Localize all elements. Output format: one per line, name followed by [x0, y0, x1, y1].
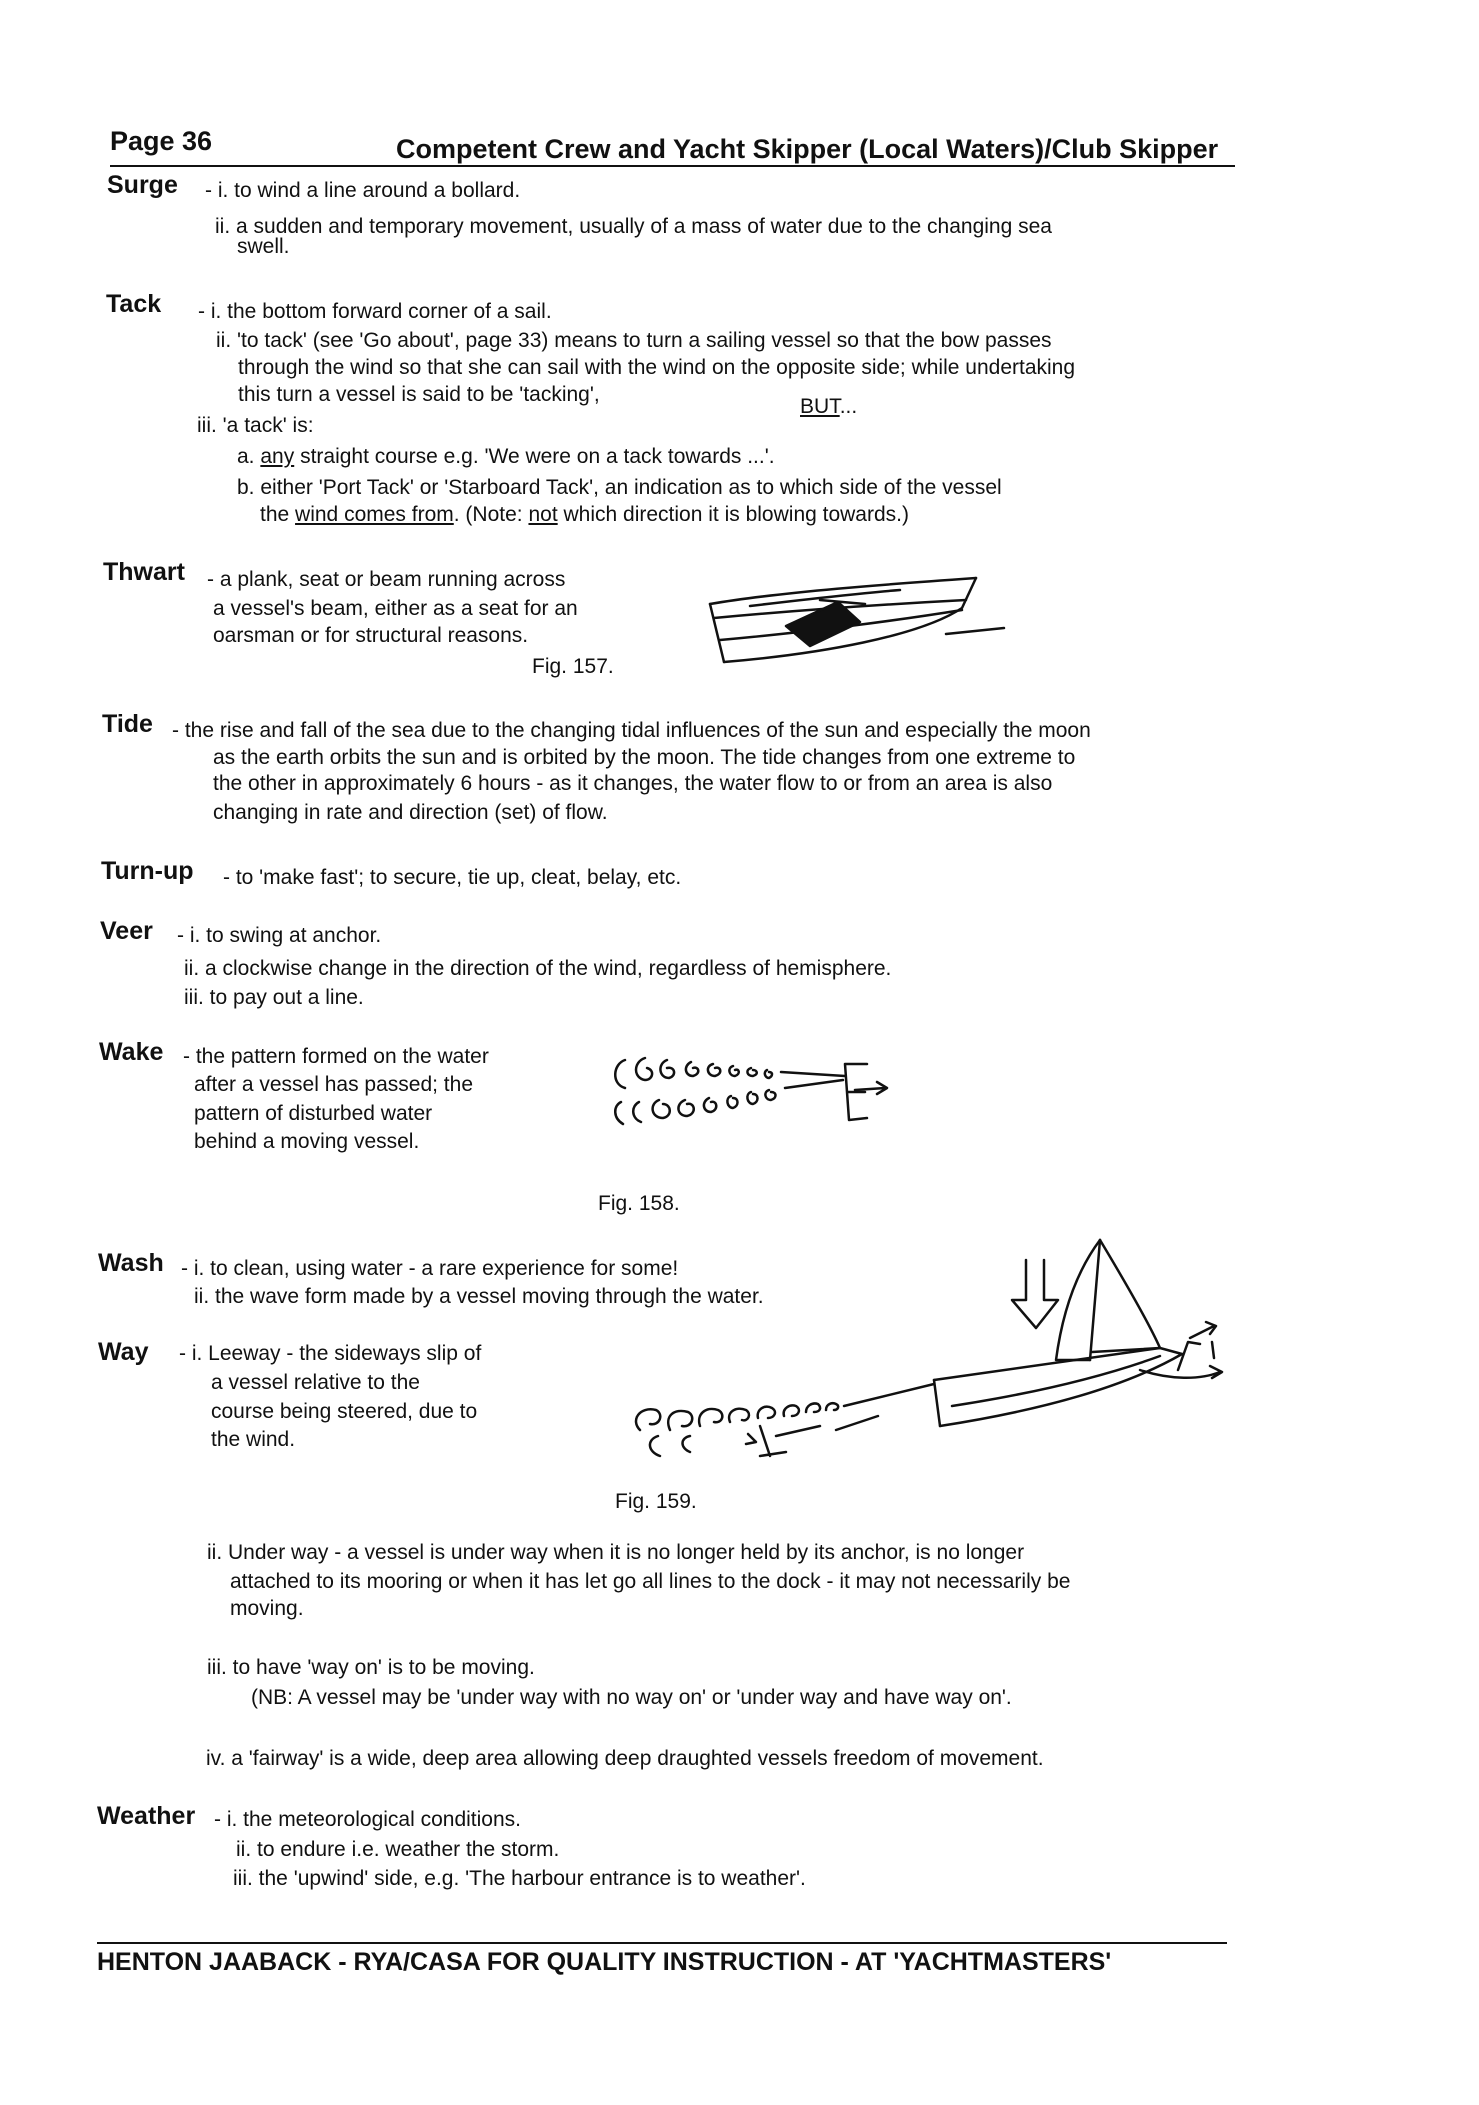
term-surge: Surge	[107, 171, 178, 199]
definition-line: (NB: A vessel may be 'under way with no way on' or 'under way and have way on'.	[251, 1686, 1012, 1709]
term-veer: Veer	[100, 917, 153, 945]
underlined-text: BUT	[800, 395, 840, 418]
term-way: Way	[98, 1338, 149, 1366]
term-wash: Wash	[98, 1249, 164, 1277]
definition-line: moving.	[230, 1597, 304, 1620]
definition-line: attached to its mooring or when it has let go all lines to the dock - it may not necessarily be	[230, 1570, 1071, 1593]
definition-line: iii. the 'upwind' side, e.g. 'The harbour entrance is to weather'.	[233, 1867, 806, 1890]
list-marker: a.	[237, 445, 255, 468]
definition-line: - i. the bottom forward corner of a sail.	[198, 300, 552, 323]
underlined-text: not	[528, 503, 558, 526]
term-weather: Weather	[97, 1802, 196, 1830]
definition-line: oarsman or for structural reasons.	[213, 624, 529, 647]
page-title: Competent Crew and Yacht Skipper (Local Waters)/Club Skipper	[396, 134, 1219, 164]
term-tack: Tack	[106, 290, 162, 318]
definition-line: course being steered, due to	[211, 1400, 478, 1423]
definition-line: ii. the wave form made by a vessel moving through the water.	[194, 1285, 764, 1308]
yacht-leeway-illustration	[600, 1230, 1240, 1480]
text-span: the	[260, 503, 290, 526]
definition-line: ii. Under way - a vessel is under way when it is no longer held by its anchor, is no longer	[207, 1541, 1025, 1564]
page-footer: HENTON JAABACK - RYA/CASA FOR QUALITY INSTRUCTION - AT 'YACHTMASTERS'	[97, 1948, 1112, 1976]
definition-line: - i. to swing at anchor.	[177, 924, 382, 947]
definition-line: - to 'make fast'; to secure, tie up, cleat, belay, etc.	[223, 866, 682, 889]
term-wake: Wake	[99, 1038, 164, 1066]
page-number: Page 36	[110, 126, 213, 156]
wake-pattern-illustration	[605, 1040, 905, 1140]
text-span: . (Note:	[453, 503, 523, 526]
definition-line: iii. to have 'way on' is to be moving.	[207, 1656, 535, 1679]
definition-line: a vessel's beam, either as a seat for an	[213, 597, 578, 620]
term-tide: Tide	[102, 710, 153, 738]
definition-line: behind a moving vessel.	[194, 1130, 420, 1153]
figure-caption: Fig. 158.	[598, 1192, 680, 1215]
definition-line: ii. to endure i.e. weather the storm.	[236, 1838, 560, 1861]
text-span: straight course e.g. 'We were on a tack towards ...'.	[300, 445, 775, 468]
definition-line: this turn a vessel is said to be 'tacking',	[238, 383, 600, 406]
definition-line: through the wind so that she can sail with the wind on the opposite side; while undertaking	[238, 356, 1076, 379]
definition-line: - the rise and fall of the sea due to the changing tidal influences of the sun and especially the moon	[172, 719, 1091, 742]
term-thwart: Thwart	[103, 558, 185, 586]
definition-line	[800, 393, 857, 421]
definition-line: - i. to clean, using water - a rare experience for some!	[181, 1257, 679, 1280]
ellipsis: ...	[839, 395, 858, 418]
definition-line: iii. to pay out a line.	[184, 986, 364, 1009]
definition-line: ii. a clockwise change in the direction of the wind, regardless of hemisphere.	[184, 957, 892, 980]
definition-line: ii. 'to tack' (see 'Go about', page 33) means to turn a sailing vessel so that the bow passes	[216, 329, 1052, 352]
definition-line: changing in rate and direction (set) of flow.	[213, 801, 608, 824]
definition-line: a vessel relative to the	[211, 1371, 420, 1394]
figure-caption: Fig. 159.	[615, 1490, 697, 1513]
definition-line: - a plank, seat or beam running across	[207, 568, 566, 591]
figure-caption: Fig. 157.	[532, 655, 614, 678]
footer-rule	[97, 1942, 1227, 1944]
definition-line: after a vessel has passed; the	[194, 1073, 473, 1096]
definition-line: - i. to wind a line around a bollard.	[205, 179, 521, 202]
definition-line	[237, 443, 775, 471]
definition-line: the wind.	[211, 1428, 296, 1451]
definition-line: - the pattern formed on the water	[183, 1045, 489, 1068]
definition-line	[260, 501, 909, 529]
header-rule	[110, 165, 1235, 167]
text-span: which direction it is blowing towards.)	[563, 503, 909, 526]
rowboat-illustration	[690, 570, 1010, 670]
underlined-text: any	[260, 445, 295, 468]
definition-line: iii. 'a tack' is:	[197, 414, 314, 437]
definition-line: swell.	[237, 235, 290, 258]
definition-line: b. either 'Port Tack' or 'Starboard Tack', an indication as to which side of the vessel	[237, 476, 1002, 499]
definition-line: as the earth orbits the sun and is orbited by the moon. The tide changes from one extreme to	[213, 746, 1076, 769]
term-turn-up: Turn-up	[101, 857, 194, 885]
definition-line: pattern of disturbed water	[194, 1102, 433, 1125]
definition-line: the other in approximately 6 hours - as it changes, the water flow to or from an area is also	[213, 772, 1053, 795]
definition-line: - i. the meteorological conditions.	[214, 1808, 521, 1831]
definition-line: iv. a 'fairway' is a wide, deep area allowing deep draughted vessels freedom of movement.	[206, 1747, 1044, 1770]
definition-line: ii. a sudden and temporary movement, usually of a mass of water due to the changing sea	[215, 215, 1052, 238]
underlined-text: wind comes from	[295, 503, 454, 526]
definition-line: - i. Leeway - the sideways slip of	[179, 1342, 482, 1365]
